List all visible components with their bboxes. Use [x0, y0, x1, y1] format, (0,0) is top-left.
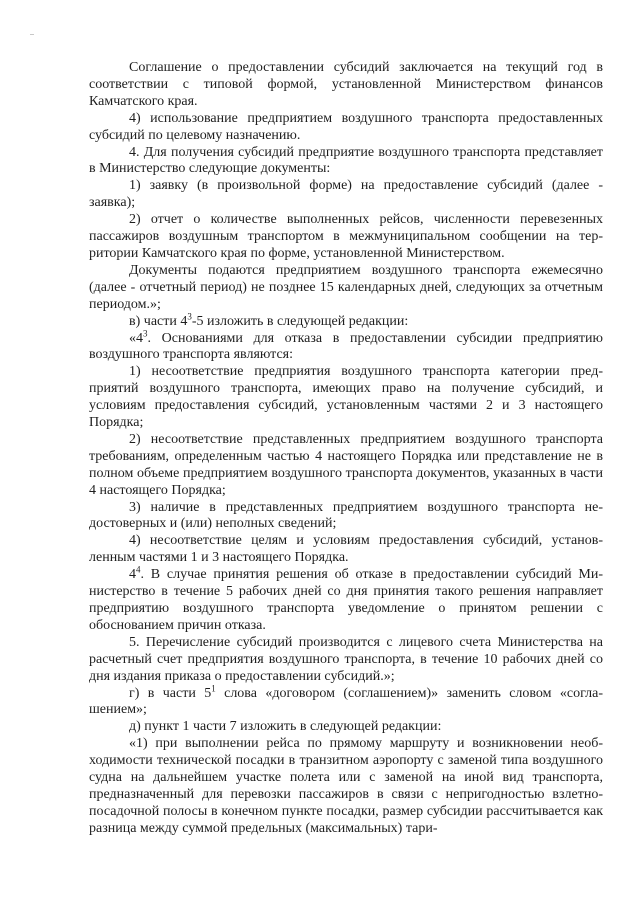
paragraph: 3) наличие в представленных предприятием воздушного транспорта недостоверных и (или) неполных сведений; — [89, 499, 603, 532]
paragraph: 5. Перечисление субсидий производится с лицевого счета Министерства на расчетный счет предприятия воздушного транспорта, в течение 10 рабочих дней со дня издания приказа о предоставлении субсидий.»; — [89, 634, 603, 684]
paragraph: Соглашение о предоставлении субсидий заключается на текущий год в соответствии с типовой формой, установленной Министерством финансов Камчатского края. — [89, 60, 603, 109]
paragraph-text: . Основаниями для отказа в предоставлении субсидии предприятию воздушного транспорта являются: — [89, 330, 603, 363]
document-body — [89, 60, 603, 838]
paragraph: 2) отчет о количестве выполненных рейсов, численности перевезенных пассажиров воздушным транспортом в межмуниципальном сообщении на территории Камчатского края по форме, установленной Министерством. — [89, 212, 603, 261]
superscript: 3 — [143, 327, 148, 338]
paragraph: 4. Для получения субсидий предприятие воздушного транспорта представляет в Министерство следующие документы: — [89, 144, 603, 177]
paragraph-text: г) в части 5 — [129, 685, 212, 701]
paragraph-text: -5 изложить в следующей редакции: — [191, 313, 409, 329]
paragraph: «1) при выполнении рейса по прямому маршруту и возникновении необходимости технической посадки в транзитном аэропорту с заменой типа воздушного судна на дальнейшем участке полета или с заменой на иной вид транспорта, предназначенный для перевозки пассажиров в связи с непригодностью взлетно-посадочной полосы в конечном пункте посадки, размер субсидии рассчитывается как разница между суммой предельных (максимальных) тари- — [89, 736, 603, 836]
paragraph — [89, 310, 603, 331]
paragraph: Документы подаются предприятием воздушного транспорта ежемесячно (далее - отчетный период) не позднее 15 календарных дней, следующих за отчетным периодом.»; — [89, 262, 603, 312]
paragraph: 1) несоответствие предприятия воздушного транспорта категории предприятий воздушного транспорта, имеющих право на получение субсидий, и условиям предоставления субсидий, установленным частями 2 и 3 настоящего Порядка; — [89, 364, 603, 431]
superscript: 1 — [211, 682, 216, 693]
paragraph-text: 4 — [129, 567, 136, 583]
superscript: 3 — [187, 310, 192, 321]
paragraph: 4) несоответствие целям и условиям предоставления субсидий, установленным частями 1 и 3 настоящего Порядка. — [89, 533, 603, 566]
paragraph-text: . В случае принятия решения об отказе в предоставлении субсидий Министерство в течение 5 рабочих дней со дня принятия такого решения направляет предприятию воздушного транспорта уведомление о принятом решении с обоснованием причин отказа. — [89, 567, 603, 633]
paragraph: 2) несоответствие представленных предприятием воздушного транспорта требованиям, определенным частью 4 настоящего Порядка или представление не в полном объеме предприятием воздушного транспорта документов, указанных в части 4 настоящего Порядка; — [89, 431, 603, 498]
superscript: 4 — [136, 564, 141, 575]
paragraph — [89, 327, 603, 365]
scan-mark — [30, 34, 34, 35]
paragraph: 1) заявку (в произвольной форме) на предоставление субсидий (далее - заявка); — [89, 178, 603, 211]
paragraph-text: в) части 4 — [129, 313, 188, 329]
paragraph: д) пункт 1 части 7 изложить в следующей редакции: — [129, 719, 442, 735]
paragraph: 4) использование предприятием воздушного транспорта предоставленных субсидий по целевому назначению. — [89, 110, 603, 143]
paragraph — [89, 564, 603, 635]
paragraph-text: «4 — [129, 330, 143, 346]
paragraph — [89, 682, 604, 720]
paragraph-text: слова «договором (соглашением)» заменить словом «соглашением»; — [89, 685, 604, 718]
